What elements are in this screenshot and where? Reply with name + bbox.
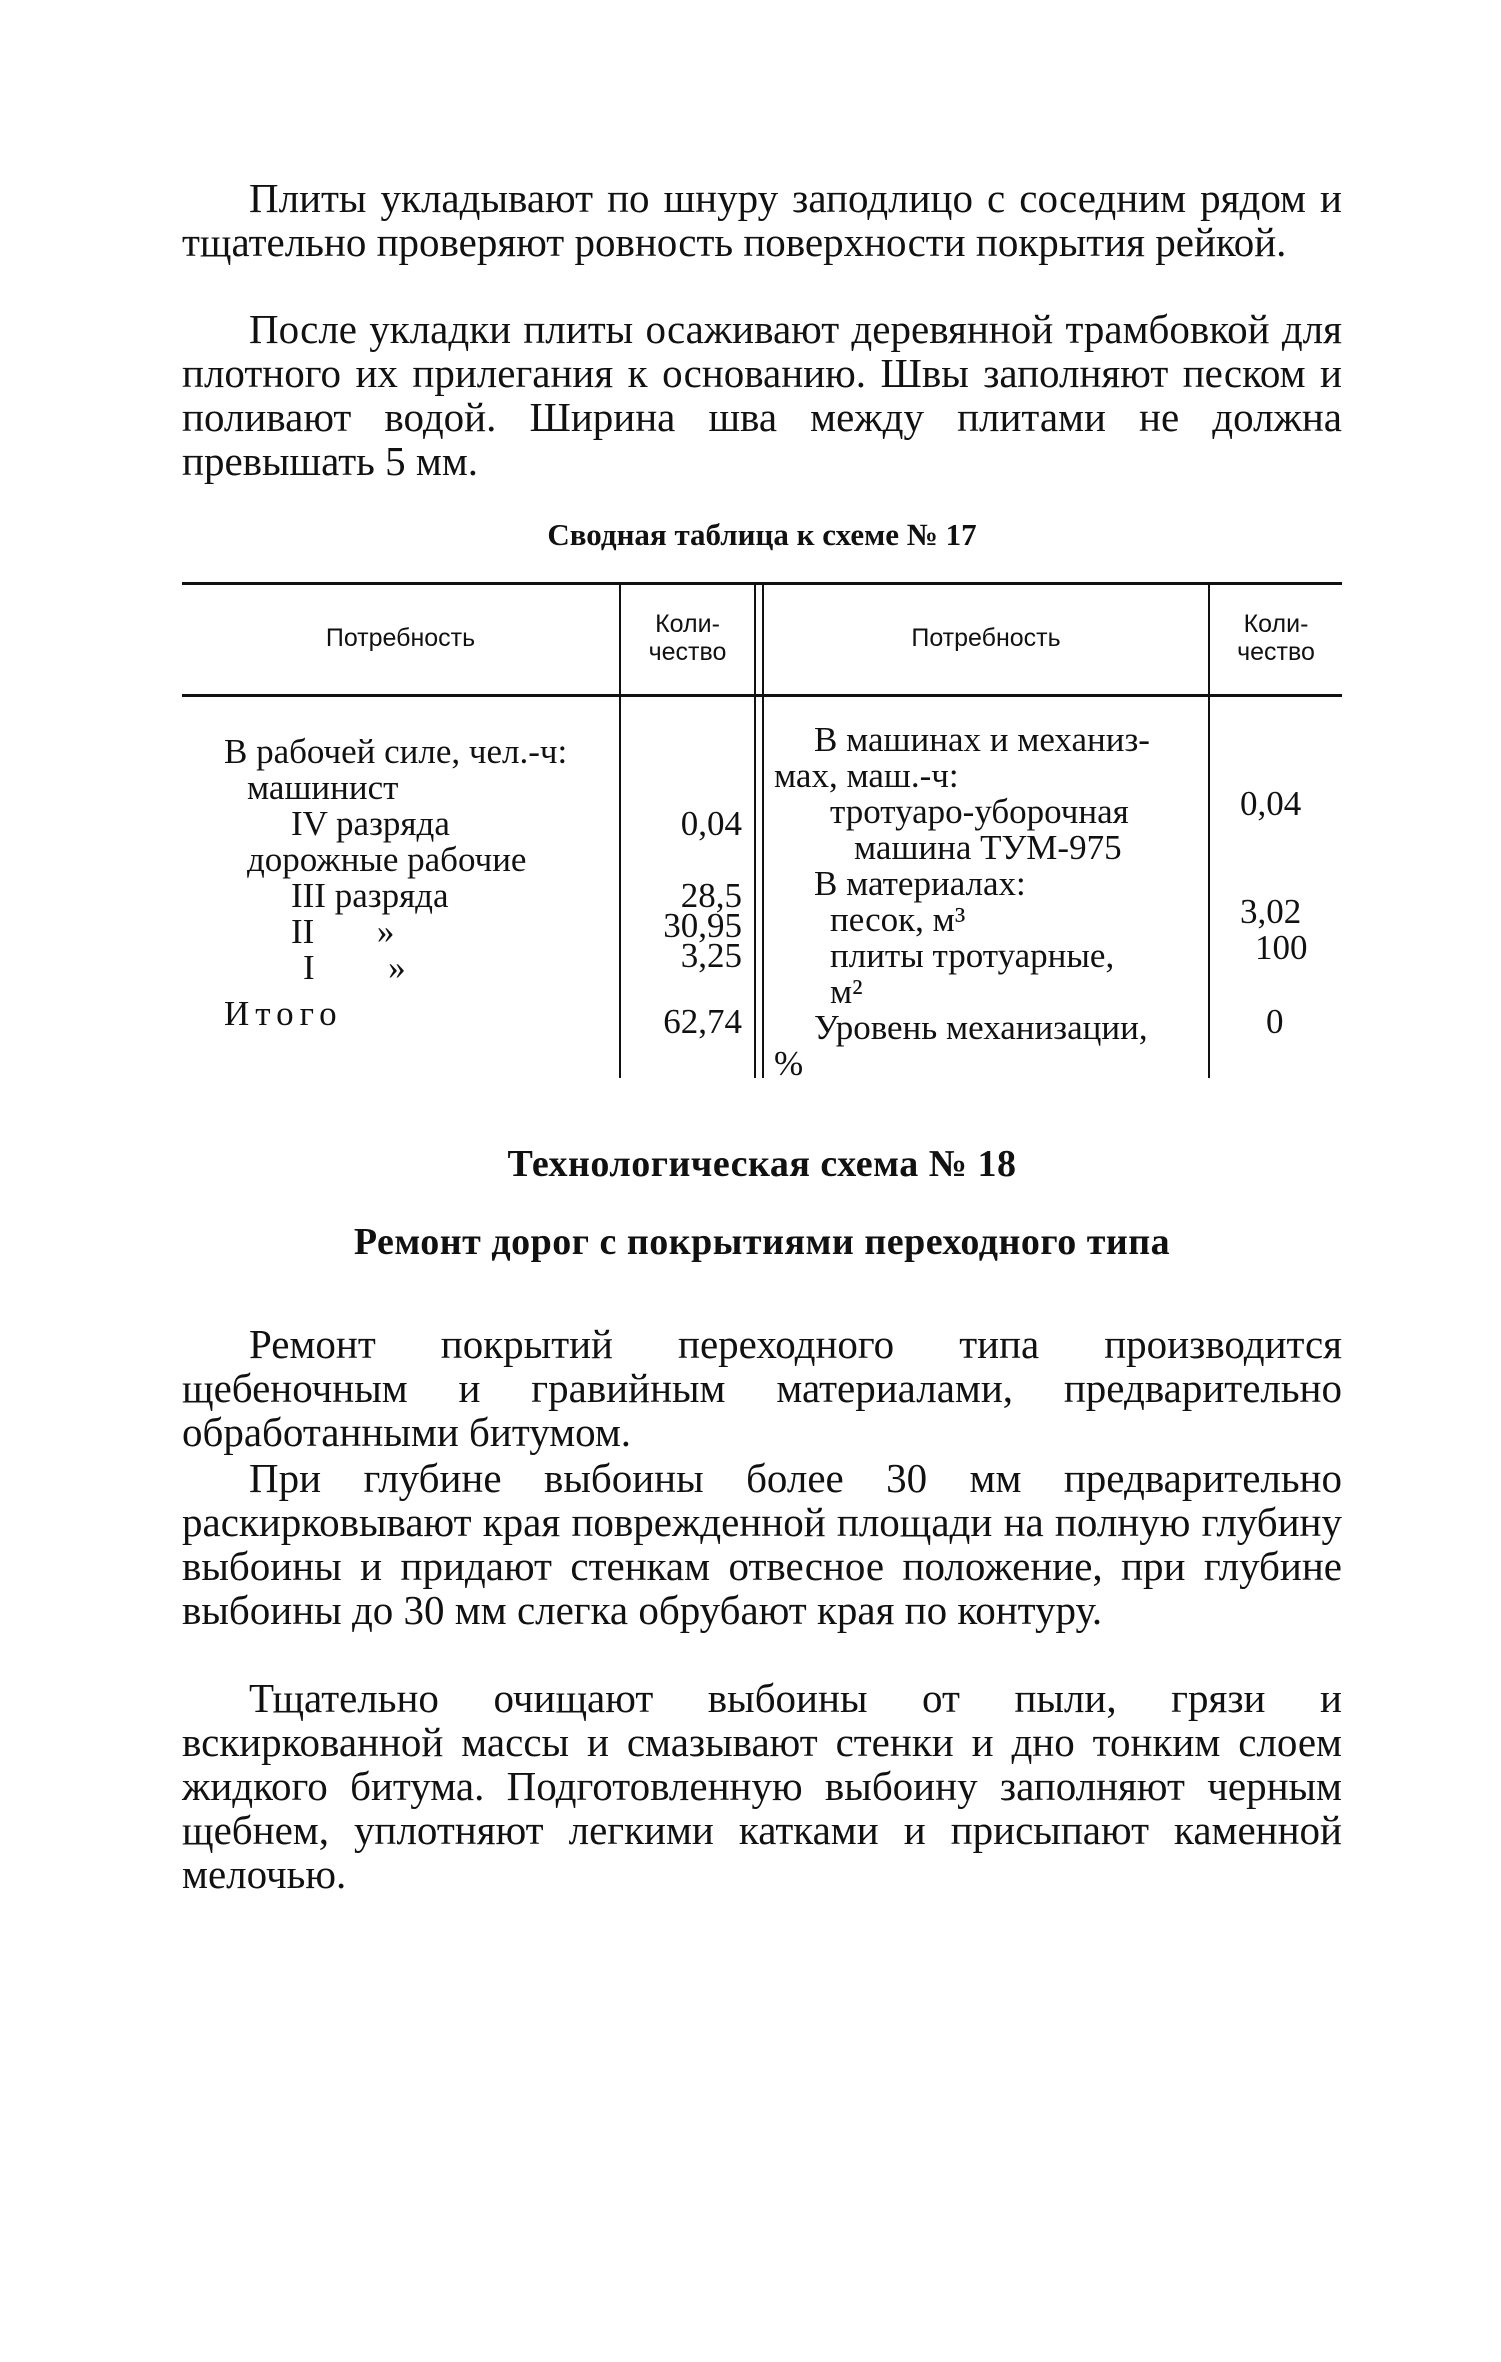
paragraph-transitional-repair: Ремонт покрытий переходного типа производится щебеночным и гравийным материалами, предварительно обработанными битумом. xyxy=(182,1321,1342,1455)
left-quantities xyxy=(624,582,742,1078)
label-grade-2-ditto: » xyxy=(376,912,395,951)
qty-sand: 3,02 xyxy=(1240,892,1302,931)
qty-sweeper: 0,04 xyxy=(1240,784,1302,823)
label-road-workers: дорожные рабочие xyxy=(247,840,527,879)
label-grade-2 xyxy=(224,914,614,950)
header-need-left xyxy=(182,582,619,694)
label-grade-1 xyxy=(224,950,614,986)
qty-plates: 100 xyxy=(1255,928,1308,967)
header-need-right-label: Потребность xyxy=(911,624,1061,652)
paragraph-pothole-depth: При глубине выбоины более 30 мм предварительно раскирковывают края поврежденной площади на полную глубину выбоины и придают стенкам отвесное положение, при глубине выбоины до 30 мм слегка обрубают края по контуру. xyxy=(182,1455,1342,1633)
header-qty-left-line2: чество xyxy=(648,638,727,666)
header-qty-right-line1: Коли- xyxy=(1243,610,1309,638)
section-title: Технологическая схема № 18 xyxy=(507,1143,1017,1185)
table-caption: Сводная таблица к схеме № 17 xyxy=(547,517,977,552)
qty-total: 62,74 xyxy=(663,1002,742,1041)
label-mech-mechanization: механизации, xyxy=(946,1008,1148,1047)
label-machinist: машинист xyxy=(247,768,399,807)
paragraph-pothole-cleaning: Тщательно очищают выбоины от пыли, грязи и вскиркованной массы и смазывают стенки и дно тонким слоем жидкого битума. Подготовленную выбоину заполняют черным щебнем, уплотняют легкими катками и присыпают каменной мелочью. xyxy=(182,1675,1342,1897)
qty-mechanization: 0 xyxy=(1266,1002,1284,1041)
label-total: Итого xyxy=(224,994,343,1033)
header-qty-left-line1: Коли- xyxy=(655,610,720,638)
label-mech-level: Уровень xyxy=(814,1008,938,1047)
label-plates-unit: м² xyxy=(830,972,863,1011)
left-labels xyxy=(224,734,614,1032)
label-sweeper-line1: тротуаро-уборочная xyxy=(830,792,1129,831)
label-grade-3: III разряда xyxy=(291,876,449,915)
right-labels xyxy=(774,722,1199,1082)
label-sweeper-line2: машина ТУМ-975 xyxy=(854,828,1122,867)
paragraph-plates-tamping: После укладки плиты осаживают деревянной трамбовкой для плотного их прилегания к основанию. Швы заполняют песком и поливают водой. Ширина шва между плитами не должна превышать 5 мм. xyxy=(182,306,1342,484)
label-mech-unit: % xyxy=(774,1044,804,1083)
label-machines-line2: мах, маш.-ч: xyxy=(774,756,959,795)
label-plates-line1 xyxy=(774,938,1199,974)
header-qty-right-line2: чество xyxy=(1237,638,1315,666)
label-mech-line1 xyxy=(774,1010,1199,1046)
header-need-right xyxy=(764,582,1208,694)
label-sand: песок, м³ xyxy=(830,900,966,939)
section-subtitle: Ремонт дорог с покрытиями переходного типа xyxy=(353,1221,1171,1263)
qty-grade-3: 28,5 xyxy=(680,876,742,915)
label-grade-1-ditto: » xyxy=(388,948,406,987)
label-plates-sidewalk: тротуарные, xyxy=(932,936,1115,975)
label-grade-1-roman: I xyxy=(303,948,315,987)
table-divider xyxy=(754,582,756,1078)
label-labor-group: В рабочей силе, чел.-ч: xyxy=(224,732,568,771)
qty-grade-1: 3,25 xyxy=(680,936,742,975)
label-grade-2-roman: II xyxy=(291,912,315,951)
header-need-left-label: Потребность xyxy=(325,624,476,652)
label-grade-4: IV разряда xyxy=(291,804,450,843)
label-machines-line1: В машинах и механиз- xyxy=(814,720,1150,759)
summary-table xyxy=(182,582,1342,1083)
qty-grade-4: 0,04 xyxy=(680,804,742,843)
paragraph-plates-laying: Плиты укладывают по шнуру заподлицо с соседним рядом и тщательно проверяют ровность поверхности покрытия рейкой. xyxy=(182,175,1342,265)
label-materials: В материалах: xyxy=(814,864,1026,903)
qty-grade-2: 30,95 xyxy=(663,906,742,945)
label-plates-word: плиты xyxy=(830,936,924,975)
right-quantities xyxy=(1210,582,1342,1078)
